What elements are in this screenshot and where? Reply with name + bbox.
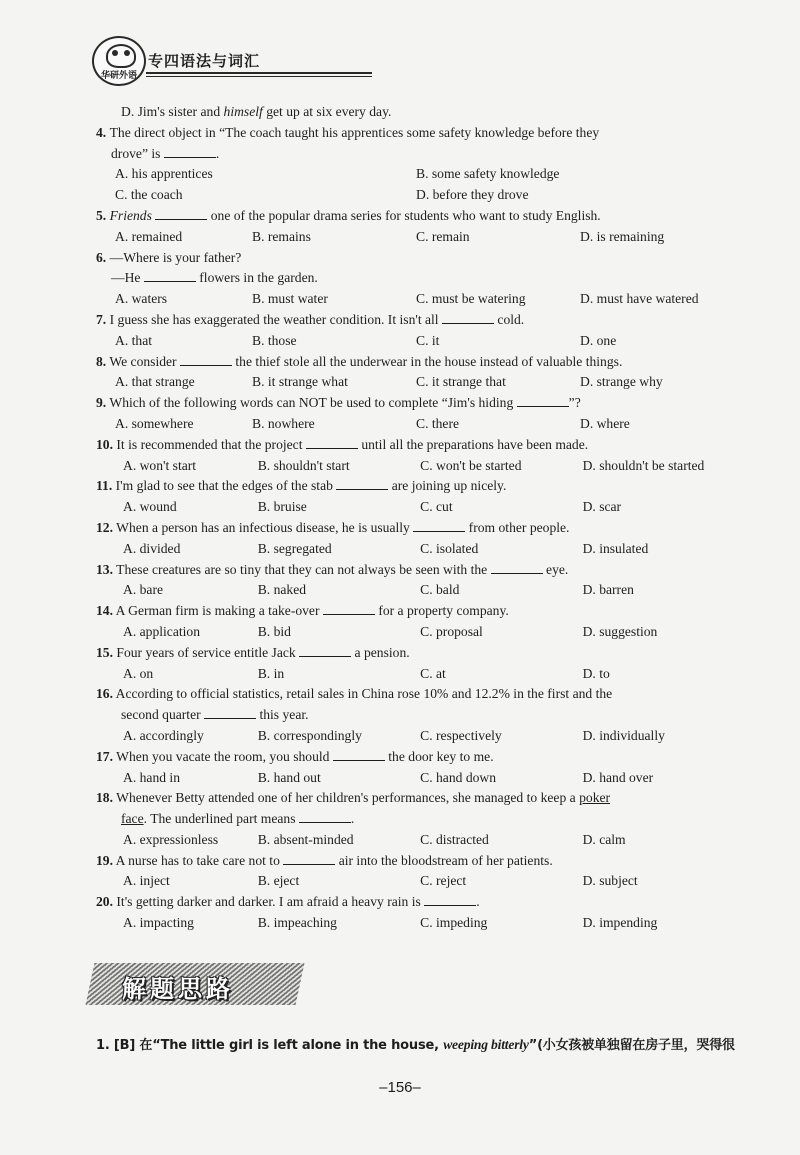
options: A. accordingly B. correspondingly C. respectively D. individually [123,727,665,743]
options: A. expressionless B. absent-minded C. distracted D. calm [123,831,626,847]
answer-blank [491,561,543,574]
answer-blank [144,269,196,282]
answer-blank [164,145,216,158]
question-12: 12. When a person has an infectious disease, he is usually from other people. [96,519,570,535]
answer-blank [424,893,476,906]
question-15: 15. Four years of service entitle Jack a pension. [96,644,410,660]
question-7: 7. I guess she has exaggerated the weather condition. It isn't all cold. [96,311,525,327]
options: A. on B. in C. at D. to [123,665,610,681]
underlined-phrase: face [121,811,144,827]
header-rule-thin [146,76,372,77]
answer-blank [336,477,388,490]
answer-blank [517,394,569,407]
question-5: 5. Friends one of the popular drama series for students who want to study English. [96,207,601,223]
answer-blank [180,353,232,366]
options: A. bare B. naked C. bald D. barren [123,582,634,598]
options: A. divided B. segregated C. isolated D. insulated [123,540,649,556]
book-title: 专四语法与词汇 [148,52,261,70]
answer-blank [299,644,351,657]
answer-blank [299,810,351,823]
answer-blank [323,602,375,615]
options: A. hand in B. hand out C. hand down D. hand over [123,769,654,785]
options: A. wound B. bruise C. cut D. scar [123,499,622,515]
header-rule [146,72,372,74]
page-number: –156– [379,1079,421,1096]
logo-brand: 华研外语 [100,71,137,81]
answer-blank [283,852,335,865]
question-18: 18. Whenever Betty attended one of her children's performances, she managed to keep a poker [96,790,611,806]
options: A. that strange B. it strange what C. it strange that D. strange why [115,374,663,390]
question-11: 11. I'm glad to see that the edges of the stab are joining up nicely. [96,478,507,494]
options: A. impacting B. impeaching C. impeding D. impending [123,915,658,931]
options: A. inject B. eject C. reject D. subject [123,873,638,889]
section-banner [90,963,300,1005]
question-10: 10. It is recommended that the project until all the preparations have been made. [96,436,589,452]
options: A. his apprentices B. some safety knowledge [115,166,560,182]
answer-blank [333,748,385,761]
option-line: D. Jim's sister and himself get up at six every day. [121,104,392,119]
frog-icon [106,44,136,68]
question-19: 19. A nurse has to take care not to air into the bloodstream of her patients. [96,852,553,868]
answer-blank [413,519,465,532]
section-title: 解题思路 [122,975,234,1003]
question-8: 8. We consider the thief stole all the underwear in the house instead of valuable things. [96,353,623,369]
answer-blank [306,436,358,449]
exercise-list: D. Jim's sister and himself get up at six every day. 4. The direct object in “The coach taught his apprentices some safety knowledge before they drove” is . A. his apprentices B. some safety knowledge C. the coach D. before they drove 5. Friends one of the popular drama series for students who want to study English. A. remained B. remains C. remain D. is remaining 6. —Where is your father? —He flowers in the garden. A. waters B. must water C. must be watering D. must have watered 7. I guess she has exaggerated the weather condition. It isn't all cold. A. that B. those C. it D. one 8. We consider the thief stole all the underwear in the house instead of valuable things. A. that strange B. it strange what C. it strange that D. strange why 9. Which of the following words can NOT be used to complete “Jim's hiding ”? A. somewhere B. nowhere C. there D. where 10. It is recommended that the project until all the preparations have been made. A. won't start B. shouldn't start C. won't be started D. shouldn't be started 11. I'm glad to see that the edges of the stab are joining up nicely. A. wound B. bruise C. cut D. scar 12. When a person has an infectious disease, he is usually from other people. A. divided B. segregated C. isolated D. insulated 13. These creatures are so tiny that they can not always be seen with the eye. A. bare B. naked C. bald D. barren 14. A German firm is making a take-over for a property company. A. application B. bid C. proposal D. suggestion 15. Four years of service entitle Jack a pension. A. on B. in C. at D. to 16. According to official statistics, retail sales in China rose 10% and 12.2% in the first and the second quarter this year. A. accordingly B. correspondingly C. respectively D. individually 17. When you vacate the room, you should the door key to me. A. hand in B. hand out C. hand down D. hand over 18. Whenever Betty attended one of her children's performances, she managed to keep a poker face. The underlined part means . A. expressionless B. absent-minded C. distracted D. calm 19. A nurse has to take care not to air into the bloodstream of her patients. A. inject B. eject C. reject D. subject 20. It's getting darker and darker. I am afraid a heavy rain is . A. impacting B. impeaching C. impeding D. impending [96,102,746,934]
options: A. application B. bid C. proposal D. suggestion [123,623,658,639]
page-header [92,36,292,84]
question-6: 6. —Where is your father? [96,249,242,265]
options: A. waters B. must water C. must be watering D. must have watered [115,291,699,307]
question-17: 17. When you vacate the room, you should the door key to me. [96,748,494,764]
options: C. the coach D. before they drove [115,187,529,203]
question-4: 4. The direct object in “The coach taught his apprentices some safety knowledge before they [96,124,600,140]
options: A. remained B. remains C. remain D. is remaining [115,228,665,244]
question-14: 14. A German firm is making a take-over for a property company. [96,603,509,619]
answer-blank [442,311,494,324]
question-13: 13. These creatures are so tiny that they can not always be seen with the eye. [96,561,569,577]
question-9: 9. Which of the following words can NOT be used to complete “Jim's hiding ”? [96,395,581,411]
answer-blank [155,207,207,220]
answer-blank [204,706,256,719]
underlined-phrase: poker [579,790,611,806]
options: A. won't start B. shouldn't start C. won't be started D. shouldn't be started [123,457,705,473]
publisher-logo [92,36,146,86]
answer-explanation: 1. [B] 在“The little girl is left alone in the house, weeping bitterly”(小女孩被单独留在房子里，哭得很 [96,1037,735,1053]
options: A. somewhere B. nowhere C. there D. where [115,415,630,431]
question-20: 20. It's getting darker and darker. I am afraid a heavy rain is . [96,894,480,910]
options: A. that B. those C. it D. one [115,332,617,348]
question-16: 16. According to official statistics, retail sales in China rose 10% and 12.2% in the first and the [96,686,613,702]
